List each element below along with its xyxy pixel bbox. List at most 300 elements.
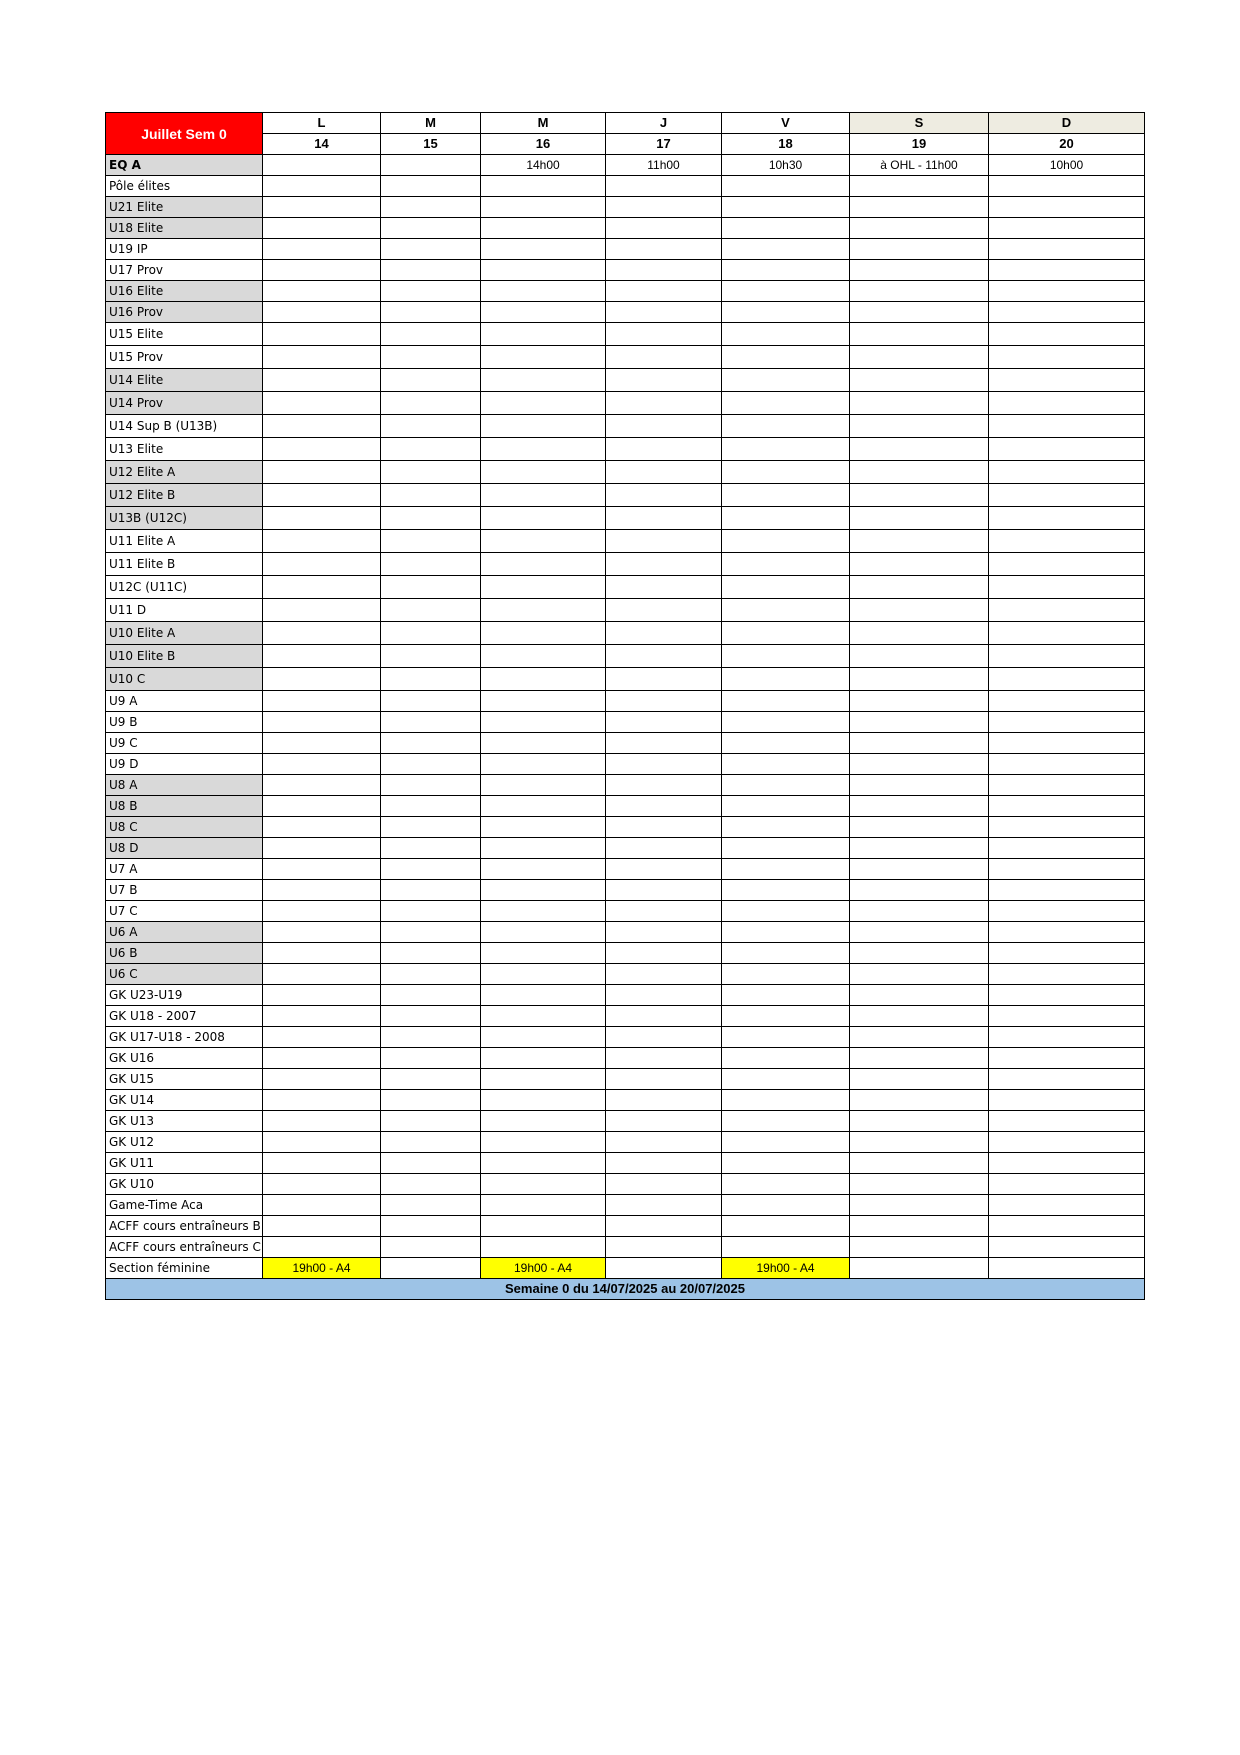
schedule-slot [606,302,722,323]
schedule-slot [850,691,989,712]
schedule-slot [722,796,850,817]
schedule-slot [606,1069,722,1090]
team-name: GK U12 [106,1132,263,1153]
schedule-slot [722,1111,850,1132]
schedule-slot: 11h00 [606,155,722,176]
schedule-row [106,239,1145,260]
schedule-slot [989,281,1145,302]
schedule-slot [263,1153,381,1174]
schedule-slot [989,1258,1145,1279]
schedule-row [106,461,1145,484]
schedule-slot [606,985,722,1006]
schedule-row [106,985,1145,1006]
schedule-slot [722,775,850,796]
team-name: U7 B [106,880,263,901]
schedule-slot [722,461,850,484]
schedule-slot [481,599,606,622]
day-letter-5: S [850,113,989,134]
schedule-slot [850,218,989,239]
schedule-slot [481,176,606,197]
team-name: GK U11 [106,1153,263,1174]
schedule-row [106,1153,1145,1174]
schedule-slot [263,712,381,733]
schedule-slot [989,302,1145,323]
schedule-slot [263,1195,381,1216]
schedule-slot [381,1237,481,1258]
schedule-slot [989,733,1145,754]
team-name: U11 Elite B [106,553,263,576]
schedule-slot [481,1027,606,1048]
schedule-slot [606,1006,722,1027]
schedule-row [106,507,1145,530]
schedule-slot [381,880,481,901]
schedule-slot [381,530,481,553]
schedule-row [106,796,1145,817]
schedule-slot [850,239,989,260]
schedule-slot [481,1006,606,1027]
schedule-slot [481,901,606,922]
schedule-slot [263,346,381,369]
team-name: U9 D [106,754,263,775]
schedule-title: Juillet Sem 0 [106,113,263,155]
schedule-slot [381,943,481,964]
team-name: U16 Elite [106,281,263,302]
schedule-slot [263,369,381,392]
schedule-slot [850,1174,989,1195]
schedule-slot [263,438,381,461]
schedule-slot [850,1027,989,1048]
schedule-slot [381,668,481,691]
schedule-slot [481,239,606,260]
schedule-slot [606,775,722,796]
schedule-slot [263,1027,381,1048]
schedule-slot [381,754,481,775]
schedule-slot [381,1216,481,1237]
schedule-slot [989,576,1145,599]
schedule-row [106,484,1145,507]
schedule-slot [263,754,381,775]
schedule-slot [850,880,989,901]
team-name: Game-Time Aca [106,1195,263,1216]
schedule-slot [989,901,1145,922]
schedule-slot [263,507,381,530]
schedule-row [106,197,1145,218]
schedule-slot [606,281,722,302]
schedule-row [106,733,1145,754]
schedule-slot [381,176,481,197]
team-name: U11 D [106,599,263,622]
schedule-row [106,1069,1145,1090]
team-name: U9 A [106,691,263,712]
schedule-row [106,302,1145,323]
schedule-slot [850,599,989,622]
schedule-slot [850,461,989,484]
schedule-slot [381,239,481,260]
schedule-slot [722,622,850,645]
day-date-1: 15 [381,134,481,155]
schedule-slot [381,323,481,346]
schedule-slot [381,392,481,415]
schedule-slot [381,218,481,239]
schedule-row [106,281,1145,302]
schedule-slot [263,901,381,922]
schedule-slot [481,369,606,392]
schedule-slot [263,553,381,576]
schedule-slot [481,733,606,754]
day-date-6: 20 [989,134,1145,155]
schedule-slot [722,1174,850,1195]
schedule-slot [481,197,606,218]
schedule-slot [606,733,722,754]
team-name: U13 Elite [106,438,263,461]
schedule-slot [263,691,381,712]
schedule-slot [481,622,606,645]
schedule-slot [606,901,722,922]
schedule-slot [263,733,381,754]
schedule-slot [606,712,722,733]
schedule-slot [381,1048,481,1069]
schedule-row [106,1174,1145,1195]
schedule-slot [850,1237,989,1258]
schedule-slot [850,1006,989,1027]
schedule-slot [722,281,850,302]
schedule-slot [850,922,989,943]
schedule-slot [722,1048,850,1069]
team-name: GK U10 [106,1174,263,1195]
schedule-slot [850,817,989,838]
schedule-slot [850,281,989,302]
schedule-slot [722,323,850,346]
team-name: GK U17-U18 - 2008 [106,1027,263,1048]
schedule-slot [722,438,850,461]
schedule-slot [481,553,606,576]
schedule-slot [850,1111,989,1132]
schedule-slot [989,880,1145,901]
schedule-slot [481,1132,606,1153]
schedule-slot [263,1048,381,1069]
schedule-slot [481,754,606,775]
schedule-slot [989,461,1145,484]
schedule-slot [850,645,989,668]
day-letter-row [106,113,1145,134]
schedule-slot [263,943,381,964]
day-letter-0: L [263,113,381,134]
schedule-slot [606,691,722,712]
schedule-slot [381,155,481,176]
schedule-slot [481,859,606,880]
day-letter-2: M [481,113,606,134]
schedule-slot [722,507,850,530]
schedule-slot [606,1174,722,1195]
schedule-slot [263,880,381,901]
schedule-slot [481,817,606,838]
day-letter-4: V [722,113,850,134]
schedule-slot [722,1090,850,1111]
schedule-slot [263,323,381,346]
schedule-slot [850,1153,989,1174]
schedule-slot [481,346,606,369]
schedule-slot [606,838,722,859]
team-name: U19 IP [106,239,263,260]
schedule-row [106,943,1145,964]
schedule-slot [481,1237,606,1258]
schedule-slot [606,817,722,838]
schedule-row [106,691,1145,712]
schedule-slot [989,1027,1145,1048]
schedule-slot [989,1195,1145,1216]
team-name: U12 Elite A [106,461,263,484]
schedule-slot [722,922,850,943]
team-name: GK U13 [106,1111,263,1132]
schedule-slot [989,838,1145,859]
schedule-slot [989,415,1145,438]
team-name: U9 B [106,712,263,733]
schedule-slot [263,838,381,859]
schedule-slot [989,622,1145,645]
schedule-slot [381,712,481,733]
schedule-slot [850,985,989,1006]
schedule-slot [850,576,989,599]
schedule-slot [850,712,989,733]
schedule-slot [850,1195,989,1216]
schedule-slot [263,530,381,553]
team-name: ACFF cours entraîneurs C [106,1237,263,1258]
schedule-slot [606,438,722,461]
schedule-slot [722,1069,850,1090]
schedule-slot [722,218,850,239]
schedule-slot [850,838,989,859]
schedule-slot [481,1153,606,1174]
team-name: GK U23-U19 [106,985,263,1006]
schedule-slot [481,645,606,668]
schedule-slot [850,1132,989,1153]
day-date-0: 14 [263,134,381,155]
schedule-slot [989,484,1145,507]
schedule-slot [606,1258,722,1279]
schedule-slot [263,197,381,218]
schedule-row [106,1237,1145,1258]
schedule-row [106,964,1145,985]
schedule-slot [481,281,606,302]
schedule-slot [722,1132,850,1153]
schedule-slot [722,176,850,197]
schedule-slot [263,461,381,484]
schedule-slot: 14h00 [481,155,606,176]
schedule-slot [850,176,989,197]
schedule-row [106,712,1145,733]
schedule-slot [722,260,850,281]
schedule-slot [381,838,481,859]
day-date-5: 19 [850,134,989,155]
schedule-slot [989,239,1145,260]
schedule-slot: 19h00 - A4 [722,1258,850,1279]
schedule-slot [381,576,481,599]
schedule-slot [481,576,606,599]
schedule-slot [850,796,989,817]
schedule-slot [381,438,481,461]
schedule-slot [850,668,989,691]
schedule-slot [989,197,1145,218]
day-letter-1: M [381,113,481,134]
schedule-row [106,392,1145,415]
schedule-slot [989,668,1145,691]
schedule-slot [381,775,481,796]
schedule-row [106,599,1145,622]
team-name: GK U15 [106,1069,263,1090]
schedule-row [106,1111,1145,1132]
schedule-slot [481,260,606,281]
schedule-row [106,1258,1145,1279]
schedule-slot [606,484,722,507]
schedule-slot [850,484,989,507]
schedule-slot [263,599,381,622]
schedule-row [106,530,1145,553]
schedule-slot [722,901,850,922]
team-name: U11 Elite A [106,530,263,553]
schedule-slot [850,553,989,576]
schedule-slot [722,1216,850,1237]
schedule-slot [381,1027,481,1048]
schedule-slot [263,668,381,691]
schedule-slot [606,530,722,553]
team-name: GK U14 [106,1090,263,1111]
schedule-slot [263,922,381,943]
schedule-slot [381,599,481,622]
team-name: ACFF cours entraîneurs B [106,1216,263,1237]
schedule-row [106,576,1145,599]
schedule-slot [481,507,606,530]
schedule-slot [989,1111,1145,1132]
schedule-slot [381,733,481,754]
team-name: U13B (U12C) [106,507,263,530]
schedule-slot [381,1111,481,1132]
schedule-row [106,438,1145,461]
schedule-slot [263,392,381,415]
schedule-row [106,922,1145,943]
team-name: EQ A [106,155,263,176]
schedule-slot [722,733,850,754]
schedule-slot [722,817,850,838]
schedule-slot [263,484,381,507]
schedule-row [106,176,1145,197]
schedule-slot [989,1048,1145,1069]
schedule-slot [481,775,606,796]
team-name: U12C (U11C) [106,576,263,599]
schedule-row [106,415,1145,438]
day-date-3: 17 [606,134,722,155]
schedule-slot [850,1069,989,1090]
schedule-row [106,1027,1145,1048]
schedule-slot [381,964,481,985]
team-name: U8 B [106,796,263,817]
day-letter-6: D [989,113,1145,134]
schedule-slot [263,155,381,176]
schedule-slot [481,712,606,733]
schedule-row [106,155,1145,176]
schedule-slot [381,1174,481,1195]
schedule-slot [263,218,381,239]
schedule-slot [722,599,850,622]
schedule-slot [481,943,606,964]
schedule-slot [722,302,850,323]
schedule-row [106,218,1145,239]
schedule-slot [850,1090,989,1111]
schedule-slot [263,176,381,197]
schedule-slot [481,1069,606,1090]
schedule-row [106,668,1145,691]
schedule-slot [722,530,850,553]
schedule-slot [989,218,1145,239]
schedule-slot [722,859,850,880]
schedule-slot [606,1027,722,1048]
schedule-row [106,754,1145,775]
schedule-slot [381,645,481,668]
schedule-slot [263,302,381,323]
schedule-slot [381,859,481,880]
team-name: U14 Elite [106,369,263,392]
schedule-slot [606,1111,722,1132]
schedule-slot [263,775,381,796]
schedule-slot [606,260,722,281]
schedule-slot [481,438,606,461]
schedule-row [106,553,1145,576]
schedule-row [106,775,1145,796]
schedule-slot [989,1174,1145,1195]
schedule-slot [722,712,850,733]
schedule-row [106,346,1145,369]
schedule-slot [850,622,989,645]
day-letter-3: J [606,113,722,134]
schedule-slot [989,964,1145,985]
team-name: U7 C [106,901,263,922]
schedule-slot [722,239,850,260]
schedule-slot [263,1111,381,1132]
schedule-slot [722,1006,850,1027]
schedule-slot [606,218,722,239]
schedule-slot [850,859,989,880]
schedule-slot [722,484,850,507]
schedule-row [106,1048,1145,1069]
schedule-row [106,817,1145,838]
schedule-slot [989,985,1145,1006]
schedule-slot [989,754,1145,775]
schedule-slot [850,1216,989,1237]
schedule-slot [263,859,381,880]
schedule-slot [263,985,381,1006]
schedule-slot [722,964,850,985]
schedule-slot [381,1195,481,1216]
schedule-slot [606,197,722,218]
schedule-slot [481,415,606,438]
schedule-slot [989,922,1145,943]
team-name: GK U16 [106,1048,263,1069]
schedule-slot [263,1132,381,1153]
schedule-row [106,880,1145,901]
schedule-row [106,323,1145,346]
schedule-slot [381,901,481,922]
schedule-slot [850,415,989,438]
schedule-slot [481,218,606,239]
schedule-slot [606,622,722,645]
schedule-slot [989,712,1145,733]
schedule-slot [606,392,722,415]
schedule-slot [381,461,481,484]
schedule-slot [722,369,850,392]
schedule-slot [381,796,481,817]
schedule-slot [381,415,481,438]
schedule-slot [381,507,481,530]
team-name: U14 Prov [106,392,263,415]
